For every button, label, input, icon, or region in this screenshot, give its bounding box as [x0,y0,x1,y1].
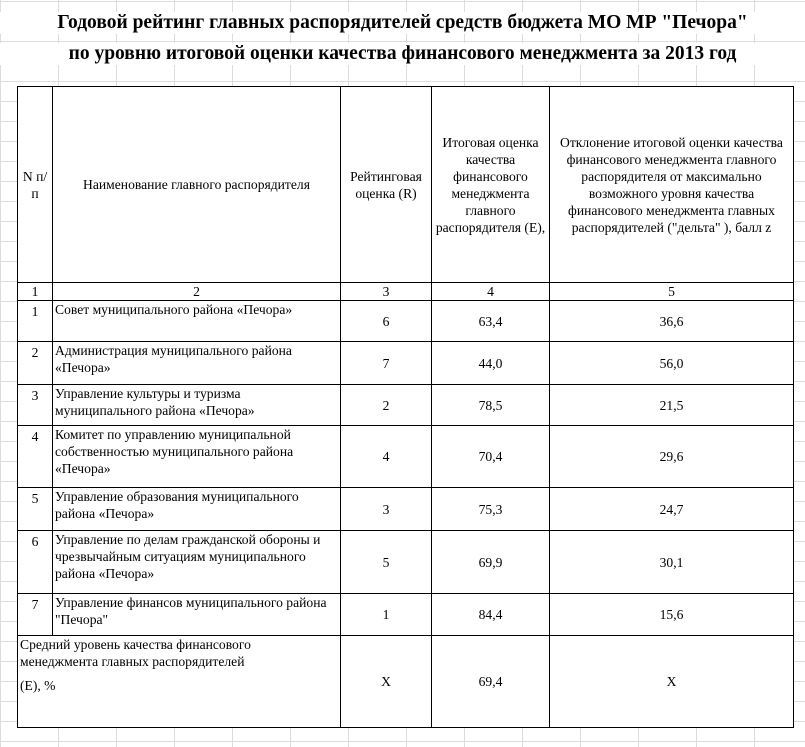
row-num[interactable]: 5 [18,488,53,531]
header-name[interactable]: Наименование главного распорядителя [53,87,341,283]
summary-deviation[interactable]: X [550,636,794,728]
table-row [18,385,794,426]
table-row [18,426,794,488]
row-rating[interactable]: 5 [341,531,432,594]
row-rating[interactable]: 7 [341,342,432,385]
header-row [18,87,794,283]
summary-row [18,636,794,728]
summary-label[interactable] [18,636,341,728]
row-num[interactable]: 6 [18,531,53,594]
row-score[interactable]: 63,4 [432,301,550,342]
row-name[interactable]: Управление по делам гражданской обороны и чрезвычайным ситуациям муниципального района «Печора» [53,531,341,594]
row-deviation[interactable]: 56,0 [550,342,794,385]
table-row [18,342,794,385]
row-name[interactable]: Управление культуры и туризма муниципального района «Печора» [53,385,341,426]
row-name[interactable]: Совет муниципального района «Печора» [53,301,341,342]
header-num[interactable]: N п/п [18,87,53,283]
row-deviation[interactable]: 21,5 [550,385,794,426]
row-score[interactable]: 75,3 [432,488,550,531]
row-rating[interactable]: 2 [341,385,432,426]
header-deviation[interactable]: Отклонение итоговой оценки качества финансового менеджмента главного распорядителя от максимально возможного уровня качества финансового менеджмента главных распорядителей ("дельта" ), балл z [550,87,794,283]
table-row [18,488,794,531]
row-num[interactable]: 4 [18,426,53,488]
rating-table [17,86,794,728]
summary-label-unit: (Е), % [20,678,56,693]
row-score[interactable]: 69,9 [432,531,550,594]
row-num[interactable]: 1 [18,301,53,342]
column-number[interactable]: 4 [432,283,550,301]
column-number[interactable]: 5 [550,283,794,301]
row-name[interactable]: Управление финансов муниципального района "Печора" [53,594,341,636]
row-deviation[interactable]: 30,1 [550,531,794,594]
row-deviation[interactable]: 29,6 [550,426,794,488]
row-rating[interactable]: 3 [341,488,432,531]
row-rating[interactable]: 6 [341,301,432,342]
row-name[interactable]: Администрация муниципального района «Печора» [53,342,341,385]
column-number[interactable]: 2 [53,283,341,301]
summary-score[interactable]: 69,4 [432,636,550,728]
row-deviation[interactable]: 36,6 [550,301,794,342]
table-row [18,531,794,594]
row-rating[interactable]: 4 [341,426,432,488]
row-score[interactable]: 84,4 [432,594,550,636]
row-num[interactable]: 3 [18,385,53,426]
header-score[interactable]: Итоговая оценка качества финансового менеджмента главного распорядителя (Е), [432,87,550,283]
summary-rating[interactable]: X [341,636,432,728]
header-rating[interactable]: Рейтинговая оценка (R) [341,87,432,283]
title-line-2: по уровню итоговой оценки качества финансового менеджмента за 2013 год [0,43,805,65]
column-number[interactable]: 3 [341,283,432,301]
row-deviation[interactable]: 24,7 [550,488,794,531]
summary-label-main: Средний уровень качества финансового менеджмента главных распорядителей [20,637,251,669]
title-line-1: Годовой рейтинг главных распорядителей средств бюджета МО МР "Печора" [0,12,805,34]
row-name[interactable]: Управление образования муниципального района «Печора» [53,488,341,531]
table-row [18,594,794,636]
row-num[interactable]: 2 [18,342,53,385]
row-deviation[interactable]: 15,6 [550,594,794,636]
column-number-row [18,283,794,301]
row-score[interactable]: 78,5 [432,385,550,426]
row-name[interactable]: Комитет по управлению муниципальной собственностью муниципального района «Печора» [53,426,341,488]
row-score[interactable]: 70,4 [432,426,550,488]
row-rating[interactable]: 1 [341,594,432,636]
row-score[interactable]: 44,0 [432,342,550,385]
column-number[interactable]: 1 [18,283,53,301]
row-num[interactable]: 7 [18,594,53,636]
table-row [18,301,794,342]
